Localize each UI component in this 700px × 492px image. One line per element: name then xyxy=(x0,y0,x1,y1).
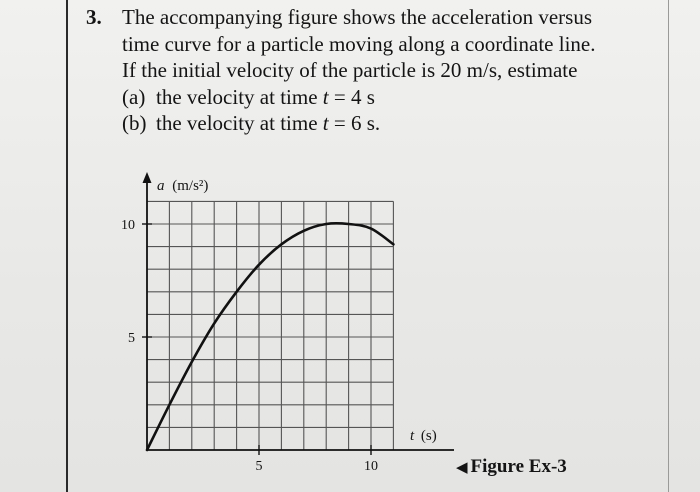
part-b-text: the velocity at time xyxy=(156,111,323,135)
part-a-text: the velocity at time xyxy=(156,84,323,109)
y-tick-label: 5 xyxy=(128,331,135,346)
y-axis-label xyxy=(157,178,208,194)
problem-line-1: The accompanying figure shows the acceleration versus xyxy=(122,5,592,29)
x-axis-label-variable: t xyxy=(410,428,415,444)
part-b-label: (b) xyxy=(122,111,147,135)
part-a-value: = 4 s xyxy=(328,84,375,109)
x-axis-label xyxy=(410,428,437,444)
problem-line-2: time curve for a particle moving along a coordinate line. xyxy=(122,31,596,56)
part-a-variable: t xyxy=(322,84,329,109)
caption-marker: ◀ xyxy=(456,460,468,476)
chart-grid xyxy=(147,201,393,450)
x-tick-label: 5 xyxy=(255,459,263,474)
y-axis-label-unit: (m/s²) xyxy=(172,178,209,194)
x-axis-label-unit: (s) xyxy=(420,428,437,444)
part-b-value: = 6 s. xyxy=(328,111,381,135)
chart-ticks xyxy=(121,218,378,474)
figure-caption xyxy=(456,456,567,478)
chart-axes xyxy=(143,172,455,450)
caption-text: Figure Ex-3 xyxy=(470,456,567,477)
part-b-variable: t xyxy=(322,111,329,135)
y-tick-label: 10 xyxy=(121,218,135,233)
part-a-label: (a) xyxy=(122,84,146,109)
y-axis-label-variable: a xyxy=(157,178,165,194)
problem-number: 3. xyxy=(86,5,102,29)
problem-line-3: If the initial velocity of the particle is 20 m/s, estimate xyxy=(122,58,578,82)
x-tick-label: 10 xyxy=(364,459,378,474)
y-axis-arrowhead xyxy=(143,172,152,183)
